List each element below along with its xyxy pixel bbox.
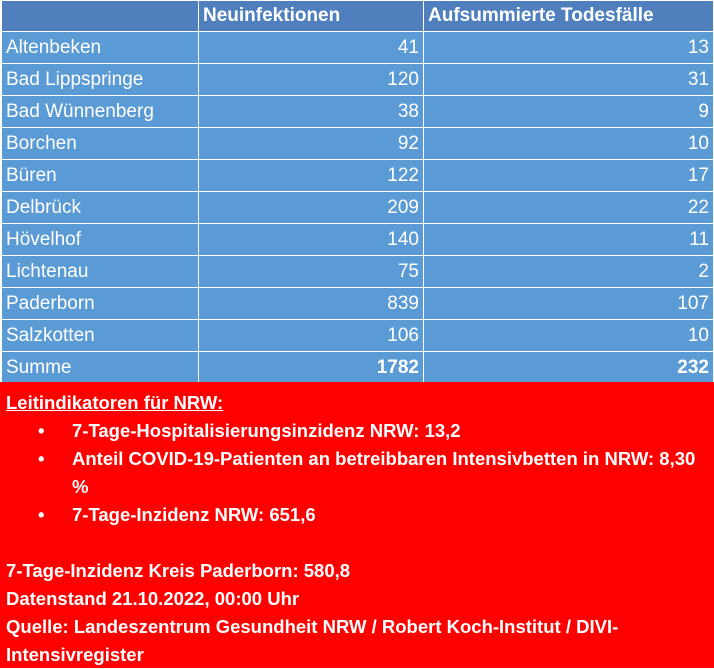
sum-label: Summe — [2, 352, 199, 384]
new-infections-value: 122 — [199, 160, 424, 192]
municipality-name: Bad Wünnenberg — [2, 96, 199, 128]
list-item — [6, 417, 714, 445]
indicator-list — [6, 417, 714, 529]
table-row — [2, 288, 714, 320]
new-infections-value: 92 — [199, 128, 424, 160]
new-infections-value: 140 — [199, 224, 424, 256]
total-deaths-value: 13 — [424, 32, 714, 64]
indicator-text: Anteil COVID-19-Patienten an betreibbaren Intensivbetten in NRW: 8,30 % — [72, 448, 696, 497]
spacer — [6, 529, 714, 557]
new-infections-value: 75 — [199, 256, 424, 288]
total-deaths-value: 10 — [424, 320, 714, 352]
new-infections-value: 106 — [199, 320, 424, 352]
municipality-name: Delbrück — [2, 192, 199, 224]
table-row — [2, 32, 714, 64]
list-item — [6, 501, 714, 529]
total-deaths-value: 17 — [424, 160, 714, 192]
municipality-name: Lichtenau — [2, 256, 199, 288]
sum-total-deaths: 232 — [424, 352, 714, 384]
table-row — [2, 224, 714, 256]
data-source: Quelle: Landeszentrum Gesundheit NRW / Robert Koch-Institut / DIVI-Intensivregister — [6, 616, 619, 665]
total-deaths-value: 9 — [424, 96, 714, 128]
table-row — [2, 320, 714, 352]
municipality-name: Borchen — [2, 128, 199, 160]
municipality-name: Bad Lippspringe — [2, 64, 199, 96]
kreis-incidence: 7-Tage-Inzidenz Kreis Paderborn: 580,8 — [6, 560, 351, 581]
new-infections-value: 120 — [199, 64, 424, 96]
bullet-icon: • — [38, 448, 45, 469]
indicator-heading: Leitindikatoren für NRW: — [6, 392, 224, 413]
table-row — [2, 128, 714, 160]
municipality-name: Büren — [2, 160, 199, 192]
indicator-text: 7-Tage-Inzidenz NRW: 651,6 — [72, 504, 316, 525]
header-new-infections: Neuinfektionen — [199, 1, 424, 32]
total-deaths-value: 10 — [424, 128, 714, 160]
municipality-name: Hövelhof — [2, 224, 199, 256]
table-row — [2, 256, 714, 288]
total-deaths-value: 11 — [424, 224, 714, 256]
municipality-name: Altenbeken — [2, 32, 199, 64]
new-infections-value: 839 — [199, 288, 424, 320]
municipality-name: Paderborn — [2, 288, 199, 320]
data-date: Datenstand 21.10.2022, 00:00 Uhr — [6, 588, 300, 609]
indicator-text: 7-Tage-Hospitalisierungsinzidenz NRW: 13,2 — [72, 420, 461, 441]
total-deaths-value: 2 — [424, 256, 714, 288]
sum-row — [2, 352, 714, 384]
new-infections-value: 41 — [199, 32, 424, 64]
table-row — [2, 192, 714, 224]
total-deaths-value: 22 — [424, 192, 714, 224]
header-municipality — [2, 1, 199, 32]
table-row — [2, 96, 714, 128]
total-deaths-value: 31 — [424, 64, 714, 96]
new-infections-value: 38 — [199, 96, 424, 128]
municipality-name: Salzkotten — [2, 320, 199, 352]
table-header-row — [2, 1, 714, 32]
new-infections-value: 209 — [199, 192, 424, 224]
total-deaths-value: 107 — [424, 288, 714, 320]
case-table — [1, 0, 714, 384]
table-row — [2, 160, 714, 192]
indicator-box — [0, 382, 714, 668]
bullet-icon: • — [38, 420, 45, 441]
table-row — [2, 64, 714, 96]
sum-new-infections: 1782 — [199, 352, 424, 384]
list-item — [6, 445, 714, 501]
bullet-icon: • — [38, 504, 45, 525]
header-total-deaths: Aufsummierte Todesfälle — [424, 1, 714, 32]
